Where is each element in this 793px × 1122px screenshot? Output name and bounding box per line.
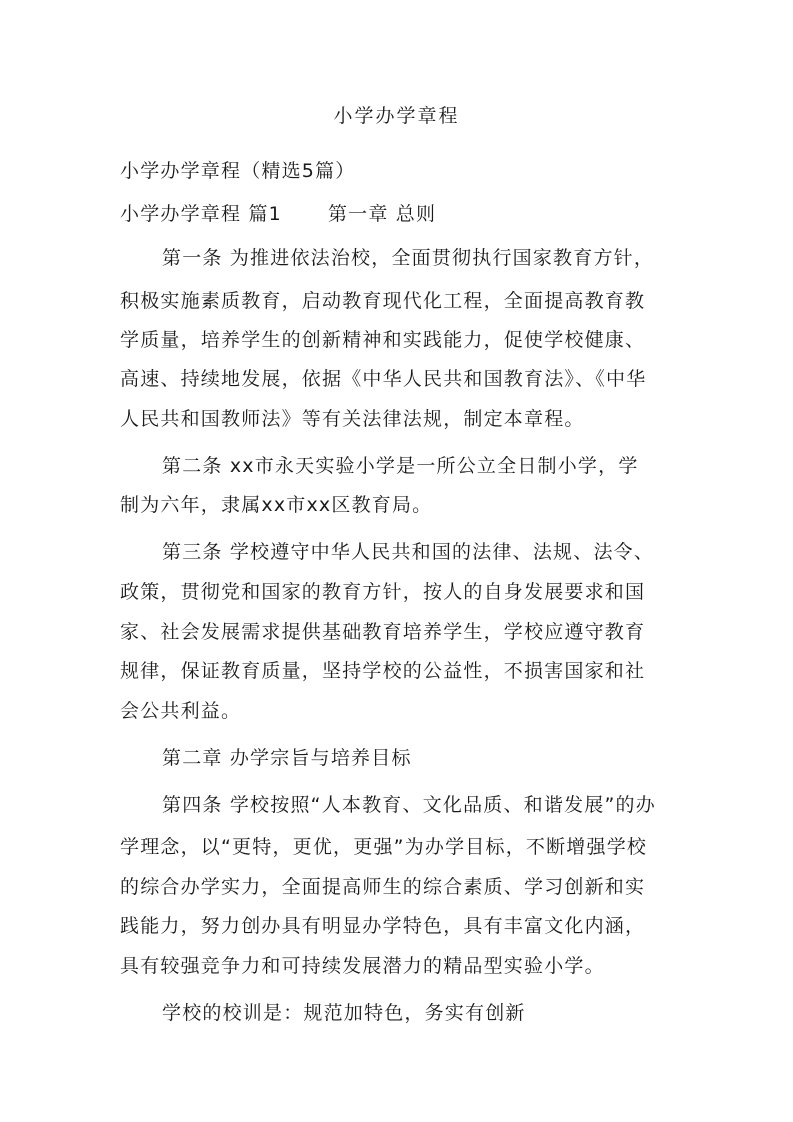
paragraph-line: 人民共和国教师法》等有关法律法规，制定本章程。	[120, 408, 585, 430]
paragraph-line: 学校的校训是：规范加特色，务实有创新	[162, 1002, 526, 1024]
paragraph-line: 第四条 学校按照“人本教育、文化品质、和谐发展”的办	[162, 794, 656, 816]
paragraph-line: 的综合办学实力，全面提高师生的综合素质、学习创新和实	[120, 876, 646, 898]
chapter-heading: 第一章 总则	[327, 203, 437, 225]
paragraph-line: 规律，保证教育质量，坚持学校的公益性，不损害国家和社	[120, 660, 646, 682]
paragraph-line: 践能力，努力创办具有明显办学特色，具有丰富文化内涵，	[120, 915, 646, 937]
paragraph-line: 具有较强竞争力和可持续发展潜力的精品型实验小学。	[120, 955, 605, 977]
piece-heading: 小学办学章程 篇1	[120, 203, 282, 225]
paragraph-line: 第二条 xx市永天实验小学是一所公立全日制小学，学	[162, 455, 639, 477]
paragraph-line: 家、社会发展需求提供基础教育培养学生，学校应遵守教育	[120, 621, 646, 643]
paragraph-line: 政策，贯彻党和国家的教育方针，按人的自身发展要求和国	[120, 581, 646, 603]
paragraph-line: 第一条 为推进依法治校，全面贯彻执行国家教育方针，	[162, 247, 655, 269]
paragraph-line: 高速、持续地发展，依据《中华人民共和国教育法》、《中华	[120, 368, 647, 390]
section-heading-line	[120, 199, 680, 229]
paragraph-line: 第三条 学校遵守中华人民共和国的法律、法规、法令、	[162, 541, 655, 563]
paragraph-line: 积极实施素质教育，启动教育现代化工程，全面提高教育教	[120, 290, 646, 312]
paragraph-line: 学理念，以“更特，更优，更强”为办学目标，不断增强学校	[120, 836, 648, 858]
paragraph-line: 会公共利益。	[120, 700, 242, 722]
document-title: 小学办学章程	[333, 105, 460, 127]
document-subtitle: 小学办学章程（精选5篇）	[120, 160, 356, 182]
paragraph-line: 学质量，培养学生的创新精神和实践能力，促使学校健康、	[120, 329, 646, 351]
chapter-heading: 第二章 办学宗旨与培养目标	[162, 747, 412, 769]
paragraph-line: 制为六年，隶属xx市xx区教育局。	[120, 494, 433, 516]
